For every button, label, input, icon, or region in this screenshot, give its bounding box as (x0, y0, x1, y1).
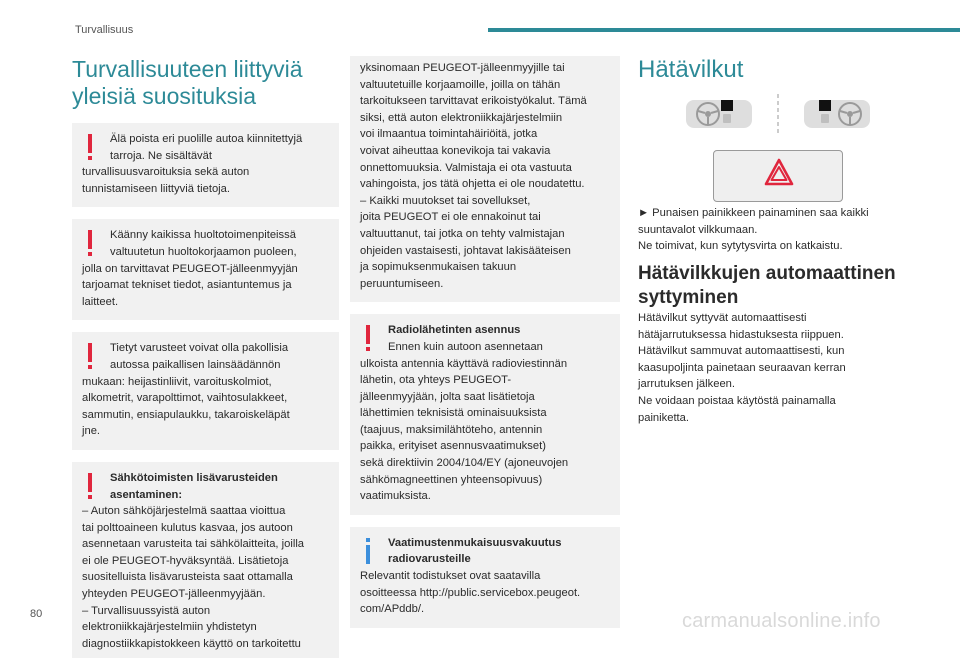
hazard-button-panel (713, 150, 843, 202)
warning-icon (88, 230, 92, 256)
warning-icon (88, 473, 92, 499)
middle-column (350, 56, 620, 640)
watermark: carmanualsonline.info (682, 610, 881, 632)
hazard-lights-title: Hätävilkut (638, 56, 744, 83)
automatic-hazard-body: Hätävilkut syttyvät automaattisesti hätäjarrutuksessa hidastuksesta riippuen. Hätävilkut sammuvat automaattisesti, kun kaasupoljinta painetaan seuraavan kerran jarrutuksen jälkeen. Ne voidaan poistaa käytöstä painamalla painiketta. (638, 312, 846, 424)
warning-icon (88, 134, 92, 160)
right-column (626, 56, 926, 616)
warning-box-mandatory-equipment: Tietyt varusteet voivat olla pakollisia autossa paikallisen lainsäädännön mukaan: heijastinliivit, varoituskolmiot, alkometrit, varapolttimot, vaihtosulakkeet, sammutin, ensiapulaukku, takaroiskeläpät jne. (72, 332, 339, 450)
automatic-hazard-subtitle: Hätävilkkujen automaattinen syttyminen (638, 263, 896, 308)
dashboard-location-illustration (686, 90, 870, 138)
steering-wheel-left-hand-drive-icon (686, 100, 752, 128)
warning-icon (88, 343, 92, 369)
warning-box-service: Käänny kaikissa huoltotoimenpiteissä valtuutetun huoltokorjaamon puoleen, jolla on tarvittavat PEUGEOT-jälleenmyyjän tarjoamat tekniset tiedot, asiantuntemus ja laitteet. (72, 219, 339, 320)
hazard-instructions: ► Punaisen painikkeen painaminen saa kaikki suuntavalot vilkkumaan. Ne toimivat, kun sytytysvirta on katkaistu. (638, 207, 869, 253)
page-number: 80 (30, 608, 43, 620)
info-box-declaration-of-conformity: Vaatimustenmukaisuusvakuutus radiovarusteille Relevantit todistukset ovat saatavilla osoitteessa http://public.servicebox.peugeot. com/APddb/. (350, 527, 620, 628)
info-icon (366, 538, 370, 564)
steering-wheel-right-hand-drive-icon (804, 100, 870, 128)
warning-box-labels: Älä poista eri puolille autoa kiinnitettyjä tarroja. Ne sisältävät turvallisuusvaroituksia sekä auton tunnistamiseen liittyviä tietoja. (72, 123, 339, 207)
warning-box-electrical-accessories: Sähkötoimisten lisävarusteiden asentaminen: – Auton sähköjärjestelmä saattaa vioittua tai polttoaineen kulutus kasvaa, jos autoon asennetaan varusteita tai sähkölaitteita, joilla ei ole PEUGEOT-hyväksyntää. Lisätietoja suositelluista lisävarusteista saat ottamalla yhteyden PEUGEOT-jälleenmyyjään. – Turvallisuussyistä auton elektroniikkajärjestelmiin yhdistetyn diagnostiikkapistokkeen käyttö on tarkoitettu (72, 462, 339, 659)
warning-icon (366, 325, 370, 351)
warning-box-continued: yksinomaan PEUGEOT-jälleenmyyjille tai valtuutetuille korjaamoille, joilla on tähän tarkoitukseen tarvittavat erikoistyökalut. Tämä siksi, että auton elektroniikkajärjestelmiin voi ilmaantua toimintahäiriöitä, jotka voivat aiheuttaa konevikoja tai vakavia onnettomuuksia. Valmistaja ei ota vastuuta vahingoista, jos tätä ohjetta ei ole noudatettu. – Kaikki muutokset tai sovellukset, joita PEUGEOT ei ole ennakoinut tai valtuuttanut, tai jotka on tehty valmistajan ohjeiden vastaisesti, johtavat lakisääteisen ja sopimuksenmukaisen takuun peruuntumiseen. (350, 56, 620, 302)
header-rule (488, 28, 960, 32)
section-title: Turvallisuuteen liittyviä yleisiä suosituksia (72, 56, 303, 109)
left-column (72, 56, 339, 670)
hazard-triangle-icon[interactable] (764, 158, 794, 192)
section-label: Turvallisuus (75, 24, 134, 36)
warning-box-radio-transmitters: Radiolähetinten asennus Ennen kuin autoon asennetaan ulkoista antennia käyttävä radioviestinnän lähetin, ota yhteys PEUGEOT- jälleenmyyjään, jolta saat lisätietoja lähettimien teknisistä ominaisuuksista (taajuus, maksimilähtöteho, antennin paikka, erityiset asennusvaatimukset) sekä direktiivin 2004/104/EY (ajoneuvojen sähkömagneettinen yhteensopivuus) vaatimuksista. (350, 314, 620, 515)
